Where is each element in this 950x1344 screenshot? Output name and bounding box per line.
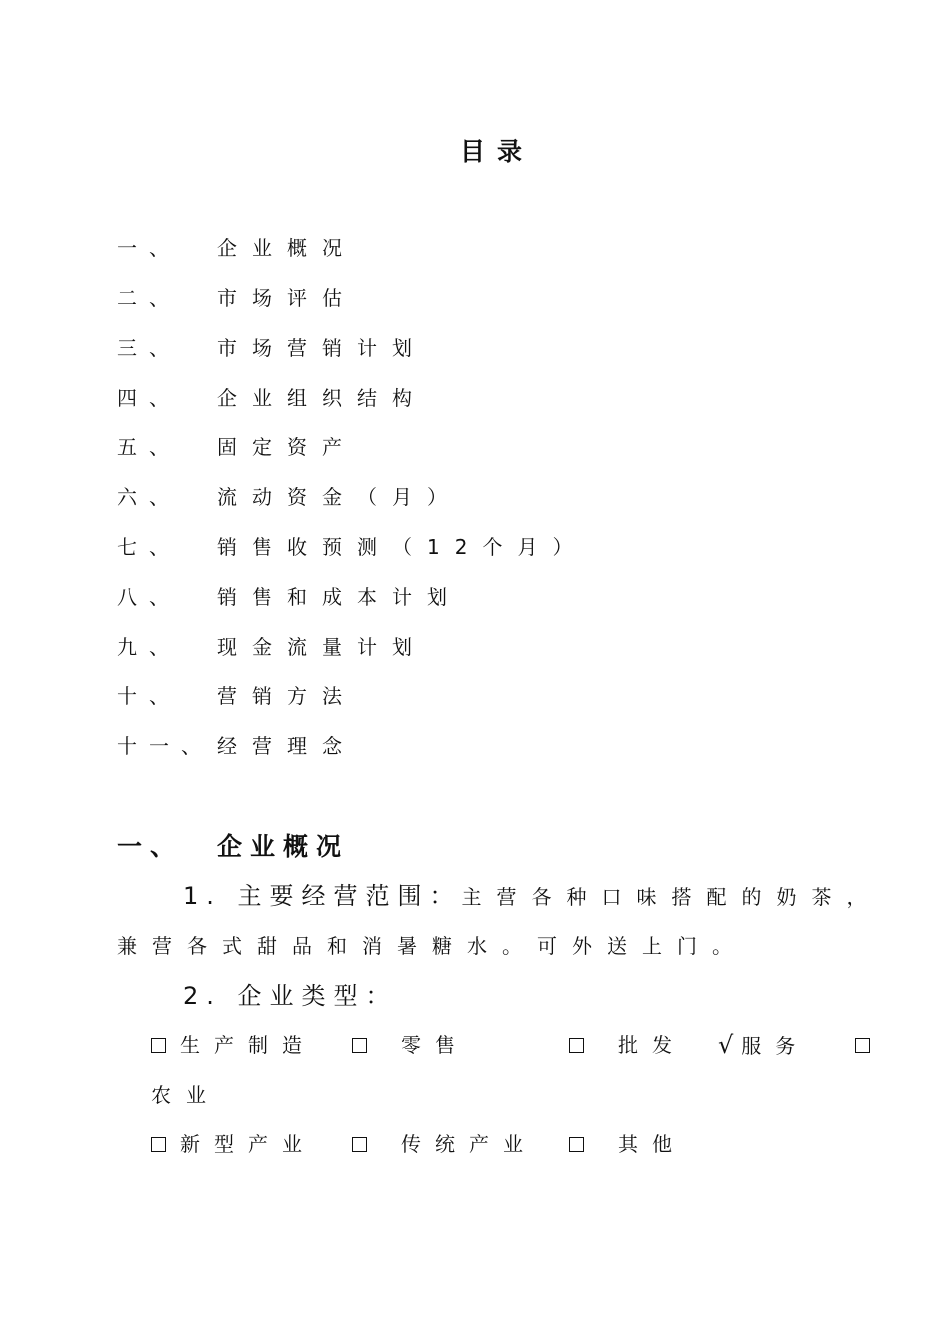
toc-item-number: 十一、 (117, 734, 213, 758)
toc-item-text: 现金流量计划 (217, 635, 427, 659)
type-option-service[interactable]: √ 服务 (718, 1031, 810, 1059)
checkbox-icon[interactable] (352, 1137, 367, 1152)
checkbox-icon[interactable] (855, 1038, 870, 1053)
toc-item-number: 二、 (117, 286, 181, 310)
scope-text-continued: 兼营各式甜品和消暑糖水。可外送上门。 (117, 934, 747, 958)
type-options-row (0, 1128, 950, 1160)
checkbox-icon[interactable] (569, 1038, 584, 1053)
type-options-row (0, 1029, 950, 1061)
toc-item-number: 八、 (117, 585, 181, 609)
type-option-retail[interactable]: 零售 (352, 1029, 469, 1061)
checkbox-icon[interactable] (151, 1038, 166, 1053)
scope-label: 1. 主要经营范围： (183, 882, 462, 910)
checkbox-icon[interactable] (352, 1038, 367, 1053)
type-label: 2. 企业类型： (183, 982, 398, 1010)
toc-item-text: 市场营销计划 (217, 336, 427, 360)
toc-item-number: 九、 (117, 635, 181, 659)
toc-item-text: 固定资产 (217, 435, 357, 459)
scope-line (183, 880, 882, 915)
section-title: 企业概况 (217, 832, 350, 861)
toc-item-number: 四、 (117, 386, 181, 410)
toc-item-text: 企业组织结构 (217, 386, 427, 410)
toc-item-number: 五、 (117, 435, 181, 459)
toc-item-text: 流动资金（月） (217, 485, 462, 509)
type-option-wholesale[interactable]: 批发 (569, 1029, 686, 1061)
type-option-agriculture[interactable] (855, 1029, 884, 1061)
scope-text: 主营各种口味搭配的奶茶， (461, 885, 882, 909)
check-mark-icon[interactable]: √ (718, 1031, 734, 1059)
toc-item-number: 七、 (117, 535, 181, 559)
toc-item-text: 销售和成本计划 (217, 585, 462, 609)
type-option-agriculture-label: 农业 (151, 1083, 221, 1107)
toc-item-text: 营销方法 (217, 684, 357, 708)
type-option-traditional-industry[interactable]: 传统产业 (352, 1128, 537, 1160)
type-option-new-industry[interactable]: 新型产业 (151, 1128, 316, 1160)
toc-item-number: 三、 (117, 336, 181, 360)
toc-item-text: 经营理念 (217, 734, 357, 758)
checkbox-icon[interactable] (569, 1137, 584, 1152)
type-option-manufacturing[interactable]: 生产制造 (151, 1029, 316, 1061)
toc-item-number: 一、 (117, 236, 181, 260)
type-option-other[interactable]: 其他 (569, 1128, 686, 1160)
toc-item-text: 市场评估 (217, 286, 357, 310)
toc-item-number: 十、 (117, 684, 181, 708)
toc-item-number: 六、 (117, 485, 181, 509)
toc-item-text: 销售收预测（12个月） (217, 535, 588, 559)
toc-item-text: 企业概况 (217, 236, 357, 260)
section-number: 一、 (117, 832, 184, 861)
checkbox-icon[interactable] (151, 1137, 166, 1152)
toc-title: 目录 (459, 137, 534, 166)
